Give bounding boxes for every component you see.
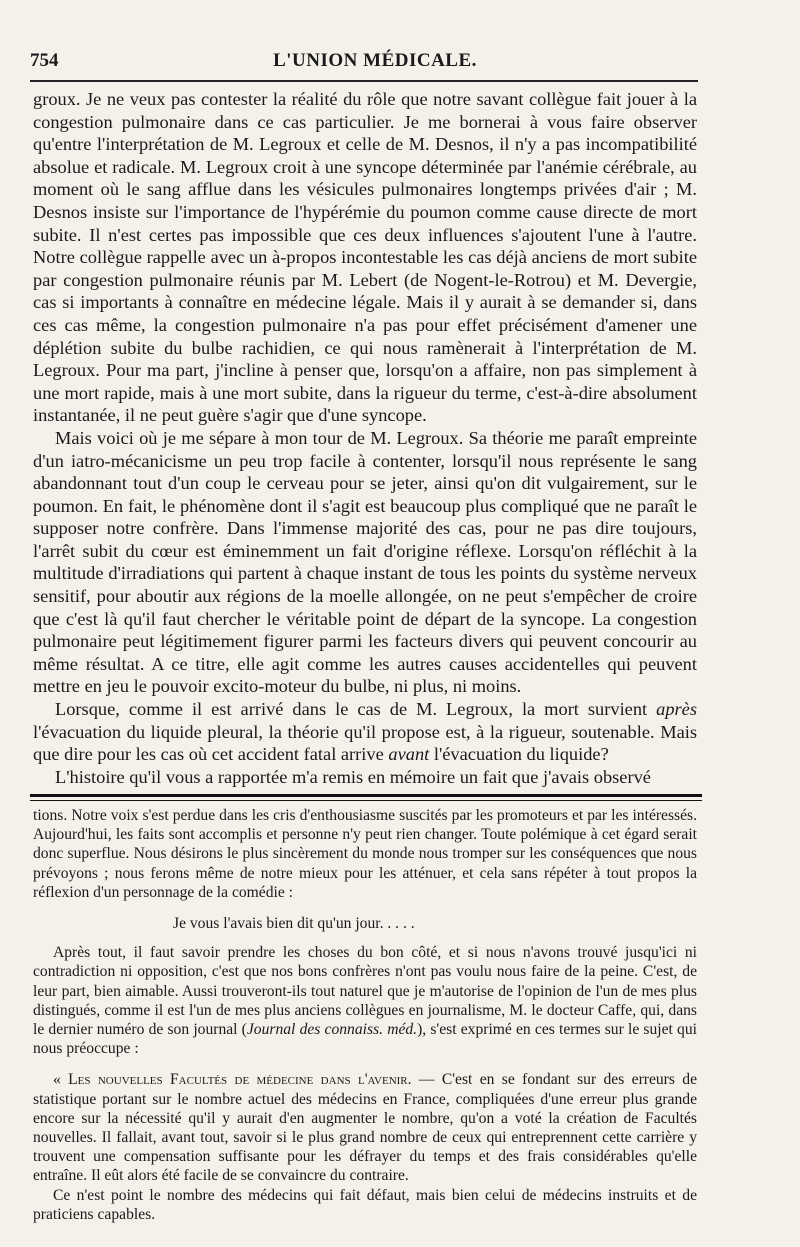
feuilleton-section: [33, 806, 697, 1224]
emphasized-word: après: [656, 699, 697, 720]
paragraph-text: Lorsque, comme il est arrivé dans le cas de M. Legroux, la mort survient: [55, 699, 657, 720]
paragraph-text: groux. Je ne veux pas contester la réalité du rôle que notre savant collègue fait jouer à la congestion pulmonaire dans ce cas particulier. Je me bornerai à vous faire observer qu'entre l'interprétation de M. Legroux et celle de M. Desnos, il n'y a pas incompatibilité absolue et radicale. M. Legroux croit à une syncope déterminée par l'anémie cérébrale, au moment où le sang afflue dans les vésicules pulmonaires longtemps privées d'air ; M. Desnos insiste sur l'importance de l'hypérémie du poumon comme cause directe de mort subite. Il n'est certes pas impossible que ces deux influences s'ajoutent l'une à l'autre. Notre collègue rappelle avec un à-propos incontestable les cas déjà anciens de mort subite par congestion pulmonaire réunis par M. Lebert (de Nogent-le-Rotrou) et M. Devergie, cas si importants à connaître en médecine légale. Mais il y aurait à se demander si, dans ces cas même, la congestion pulmonaire n'a pas pour effet précisément d'amener une déplétion subite du bulbe rachidien, ce qui nous ramènerait à l'interprétation de M. Legroux. Pour ma part, j'incline à penser que, lorsqu'on a affaire, non pas simplement à une mort rapide, mais à une mort subite, dans la rigueur du terme, c'est-à-dire absolument instantanée, il ne peut guère s'agir que d'une syncope.: [33, 89, 697, 426]
quote-heading: Les nouvelles Facultés de médecine dans l'avenir.: [68, 1071, 412, 1089]
emphasized-word: avant: [388, 744, 430, 765]
feuilleton-quote-paragraph: [33, 1070, 697, 1185]
article-paragraph: [33, 698, 697, 766]
paragraph-text: L'histoire qu'il vous a rapportée m'a remis en mémoire un fait que j'avais observé: [55, 766, 651, 787]
feuilleton-text: Après tout, il faut savoir prendre les choses du bon côté, et si nous n'avons trouvé jusqu'ici ni contradiction ni opposition, c'est que nos bons confrères n'ont pas voulu nous faire de la peine. C'est, de leur part, bien aimable. Aussi trouveront-ils tout naturel que je m'autorise de l'opinion de l'un de mes plus distingués, comme il est l'un de mes plus anciens collègues en journalisme, M. le docteur Caffe, qui, dans le dernier numéro de son journal (: [33, 944, 697, 1039]
journal-title: L'UNION MÉDICALE.: [273, 50, 477, 71]
header-rule: [30, 80, 698, 82]
page-header: [30, 50, 720, 76]
quote-open: «: [53, 1071, 69, 1089]
feuilleton-paragraph: tions. Notre voix s'est perdue dans les cris d'enthousiasme suscités par les promoteurs et par les intéressés. Aujourd'hui, les faits sont accomplis et personne n'y peut rien changer. Toute polémique à cet égard serait donc superflue. Nous désirons le plus sincèrement du monde nous tromper sur les conséquences que nous prévoyons ; nous ferons même de notre mieux pour les atténuer, et cela sans répéter à tout propos la réflexion d'un personnage de la comédie :: [33, 807, 697, 901]
journal-reference: Journal des connaiss. méd.: [246, 1021, 418, 1039]
page-number: 754: [30, 50, 59, 71]
article-paragraph: [33, 427, 697, 698]
quoted-verse: Je vous l'avais bien dit qu'un jour. . . . .: [173, 915, 415, 933]
feuilleton-paragraph: [33, 943, 697, 1058]
article-paragraph: [33, 766, 697, 789]
paragraph-text: Mais voici où je me sépare à mon tour de M. Legroux. Sa théorie me paraît empreinte d'un iatro-mécanicisme un peu trop facile à contenter, lorsqu'il nous représente le sang abandonnant tout d'un coup le cerveau pour se jeter, ainsi qu'on dit vulgairement, sur le poumon. En fait, le phénomène dont il s'agit est beaucoup plus compliqué que ne paraît le supposer notre confrère. Dans l'immense majorité des cas, pour ne pas dire toujours, l'arrêt subit du cœur est éminemment un fait d'origine réflexe. Lorsqu'on réfléchit à la multitude d'irradiations qui partent à chaque instant de tous les points du système nerveux sensitif, pour aboutir aux régions de la moelle allongée, on ne peut s'empêcher de croire que c'est là qu'il faut chercher le véritable point de départ de la syncope. La congestion pulmonaire peut légitimement figurer parmi les facteurs divers qui peuvent concourir au même résultat. A ce titre, elle agit comme les autres causes accidentelles qui peuvent mettre en jeu le pouvoir excito-moteur du bulbe, ni plus, ni moins.: [33, 427, 697, 697]
paragraph-text: l'évacuation du liquide?: [429, 744, 609, 765]
feuilleton-text: — C'est en se fondant sur des erreurs de statistique portant sur le nombre actuel des médecins en France, compliquées d'une erreur plus grande encore sur la nécessité qu'il y aurait d'en augmenter le nombre, qu'on a voté la création de Facultés nouvelles. Il fallait, avant tout, savoir si le plus grand nombre de ceux qui entreprennent cette carrière y trouvent une compensation suffisante pour les défrayer du temps et des frais considérables qu'elle entraîne. Il eût alors été facile de se convaincre du contraire.: [33, 1071, 698, 1185]
paragraph-text: l'évacuation du liquide pleural, la théorie qu'il propose est, à la rigueur, soutenable. Mais que dire pour les cas où cet accident fatal arrive: [33, 721, 697, 765]
article-paragraph: [33, 88, 697, 427]
feuilleton-paragraph: Ce n'est point le nombre des médecins qui fait défaut, mais bien celui de médecins instruits et de praticiens capables.: [33, 1186, 697, 1223]
feuilleton-divider: [30, 794, 702, 801]
feuilleton-text: ), s'est exprimé en ces termes sur le sujet qui nous préoccupe :: [33, 1021, 697, 1058]
main-article-text: [33, 88, 697, 788]
